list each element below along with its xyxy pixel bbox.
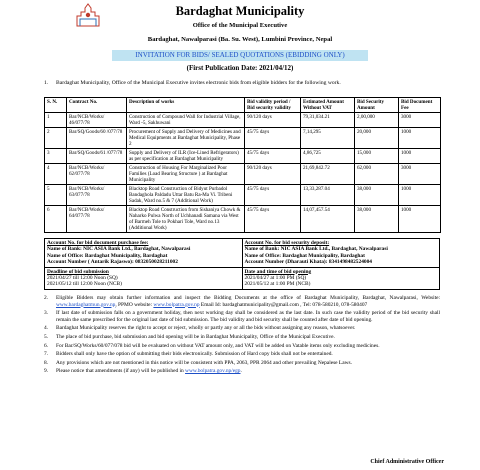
table-cell: Construction of Compound Wall for Industrial Village, Ward -5, Sakhuwani [127, 113, 245, 128]
column-header: S. N. [45, 98, 67, 113]
opening-title: Date and time of bid opening [244, 268, 312, 275]
note-text: Bidders shall only have the option of submitting their bids electronically. Submission of Hard copy bids shall not be entertained. [56, 351, 333, 358]
deposit-bank: Name of Bank: NIC ASIA Bank Ltd., Bardaghat, Nawalparasi [244, 246, 388, 253]
deposit-account-number: Account Number (Dharauti Khata): 8341498482524004 [244, 259, 372, 266]
note-number: 5. [44, 333, 49, 340]
table-cell: 62,000 [355, 164, 399, 185]
table-cell: Bar/NCB/Works/ 64/077/78 [67, 206, 127, 233]
column-header: Bid Security Amount [355, 98, 399, 113]
table-cell: 2 [45, 128, 67, 149]
table-cell: 4,86,725 [301, 149, 355, 164]
table-cell: 90/120 days [245, 113, 301, 128]
list-item [44, 343, 440, 350]
note-number: 2. [44, 295, 49, 301]
table-cell: 5 [45, 185, 67, 206]
note-text: . [240, 368, 242, 375]
list-item [44, 351, 440, 358]
table-row [45, 113, 441, 128]
table-cell: 1000 [399, 185, 441, 206]
table-cell: 15,000 [355, 149, 399, 164]
table-cell: 14,07,457.54 [301, 206, 355, 233]
opening-cell [242, 267, 440, 289]
table-cell: 45/75 days [245, 128, 301, 149]
table-row [45, 185, 441, 206]
column-header: Bid validity period / Bid security validity [245, 98, 301, 113]
table-cell: 45/75 days [245, 149, 301, 164]
note-text: Any provisions which are not mentioned in this notice will be consistent with PPA, 2063, PPR 2064 and other prevailing Nepalese Laws. [56, 359, 352, 366]
note-number: 7. [44, 351, 49, 358]
table-cell: 45/75 days [245, 206, 301, 233]
table-cell: 3000 [399, 164, 441, 185]
note-number: 8. [44, 359, 49, 366]
note-number: 3. [44, 310, 49, 317]
note-text: Email Id: bardaghatmunicipality@gmail.com , Tel: 078-580210, 078-580407 [199, 301, 368, 308]
table-cell: Construction of Housing For Marginalized Poor Families (Load Bearing Structure ) at Bardaghat Municipality [127, 164, 245, 185]
note-text: Eligible Bidders may obtain further information and inspect the Bidding Documents at the office of Bardaghat Municipality, Bardaghat, Nawalparasi, Website: [56, 295, 440, 301]
table-cell: 38,000 [355, 185, 399, 206]
works-table [44, 97, 441, 233]
table-cell: Bar/NCB/Works/ 46/077/78 [67, 113, 127, 128]
office-name: Office of the Municipal Executive [192, 22, 288, 29]
deadline-title: Deadline of bid submission [47, 268, 109, 275]
table-row [45, 206, 441, 233]
table-cell: Bar/NCB/Works/ 62/077/78 [67, 164, 127, 185]
purchase-account-title: Account No. for bid document purchase fee: [47, 240, 149, 246]
deposit-account-title: Account No. for bid security deposit: [244, 240, 330, 246]
column-header: Bid Document Fee [399, 98, 441, 113]
website-link[interactable]: www.bardaghatmun.gov.np [56, 301, 116, 308]
list-item [44, 295, 440, 308]
table-cell: 1000 [399, 128, 441, 149]
deadline-ncb: 2021/05/12 till 12:00 Noon (NCB) [47, 281, 122, 288]
table-cell: 6 [45, 206, 67, 233]
note-text: , PPMO website: [115, 301, 154, 308]
purchase-account-number: Account Number ( Antarik Rajaswo): 0832050028211002 [47, 259, 178, 266]
intro-paragraph [44, 80, 440, 87]
deposit-account-cell [242, 239, 440, 268]
intro-number: 1. [44, 80, 49, 86]
table-cell: 13,33,287.04 [301, 185, 355, 206]
table-cell: Bar/SQ/Goods/60 /077/78 [67, 128, 127, 149]
table-cell: 21,69,842.72 [301, 164, 355, 185]
table-cell: Blacktop Road Construction from Sishaniya Chowk & Naharko Pulwa North of Uchhanadi Samana via West of Barmeh Tole to Pokhari Tole, Ward no.13 (Additional Work) [127, 206, 245, 233]
table-cell: 90/120 days [245, 164, 301, 185]
deadline-sq: 2021/04/27 till 12:00 Noon (SQ) [47, 275, 118, 282]
note-text: If last date of submission falls on a government holiday, then next working day shall be considered as the last date. In such case the validity period of the bid security shall remain the same prescribed for the original last date of bid submission. The bid validity and bid security shall be counted after date of bid opening. [56, 310, 440, 323]
note-text: For Bar/SQ/Works/60/077/078 bid will be evaluated on without VAT amount only, and VAT will be added on Vatable items only excluding medicines. [56, 342, 380, 349]
purchase-office: Name of Office: Bardaghat Municipality, Bardaghat [47, 252, 168, 259]
list-item [44, 334, 440, 341]
list-item [44, 325, 440, 332]
address: Bardaghat, Nawalparasi (Ba. Su. West), Lumbini Province, Nepal [147, 36, 333, 43]
notice-title: INVITATION FOR BIDS/ SEALED QUOTATIONS (EBIDDING ONLY) [112, 50, 368, 61]
table-row [45, 128, 441, 149]
publication-date: (First Publication Date: 2021/04/12) [186, 64, 294, 72]
org-name: Bardaghat Municipality [175, 4, 305, 18]
note-number: 9. [44, 368, 49, 375]
table-row [45, 164, 441, 185]
account-info-table [44, 238, 440, 290]
table-cell: 3000 [399, 113, 441, 128]
table-cell: 4 [45, 164, 67, 185]
opening-sq: 2021/04/27 at 1:00 PM (SQ) [244, 275, 307, 282]
purchase-account-cell [45, 239, 243, 268]
table-cell: Procurement of Supply and Delivery of Medicines and Medical Equipments at Bardaghat Municipality, Phase 2 [127, 128, 245, 149]
note-text: Please notice that amendments (if any) will be published in [56, 368, 186, 375]
table-cell: Supply and Delivery of ILR (Ice-Lined Refrigerators) as per specification at Bardaghat Municipality [127, 149, 245, 164]
deadline-cell [45, 267, 243, 289]
table-cell: Blacktop Road Construction of Bidyut Purbadol Bandaghola Paldadu Uttar Batu Ra-Ma Vi. Tribeni Sadak, Ward no.5 & 7 (Additional Work) [127, 185, 245, 206]
signature-title: Chief Administrative Officer [370, 459, 444, 465]
deposit-office: Name of Office: Bardaghat Municipality, Bardaghat [244, 252, 365, 259]
table-cell: Bar/NCB/Works/ 63/077/78 [67, 185, 127, 206]
account-row [45, 239, 440, 268]
table-cell: 20,000 [355, 128, 399, 149]
note-number: 4. [44, 325, 49, 332]
note-number: 6. [44, 342, 49, 349]
table-row [45, 149, 441, 164]
note-text: The place of bid purchase, bid submission and bid opening will be in Bardaghat Municipality, Office of the Municipal Executive. [56, 333, 335, 340]
column-header: Contract No. [67, 98, 127, 113]
column-header: Description of works [127, 98, 245, 113]
intro-text: Bardaghat Municipality, Office of the Municipal Executive invites electronic bids from eligible bidders for the following work. [56, 80, 341, 86]
opening-ncb: 2021/05/12 at 1:00 PM (NCB) [244, 281, 311, 288]
table-cell: 45/75 days [245, 185, 301, 206]
table-cell: 3 [45, 149, 67, 164]
table-cell: 7,14,295 [301, 128, 355, 149]
notes-list [44, 295, 440, 377]
table-cell: 38,000 [355, 206, 399, 233]
table-cell: 1000 [399, 206, 441, 233]
table-cell: 79,31,034.21 [301, 113, 355, 128]
list-item [44, 368, 440, 375]
ppmo-link[interactable]: www.bolpatra.gov.np [153, 301, 200, 308]
works-table-header [45, 98, 441, 113]
table-cell: 1000 [399, 149, 441, 164]
table-cell: 1 [45, 113, 67, 128]
column-header: Estimated Amount Without VAT [301, 98, 355, 113]
schedule-row [45, 267, 440, 289]
purchase-bank: Name of Bank: NIC ASIA Bank Ltd., Bardaghat, Nawalparasi [47, 246, 191, 253]
table-cell: 2,00,000 [355, 113, 399, 128]
egp-link[interactable]: www.bolpatra.gov.np/egp [185, 368, 241, 375]
list-item [44, 360, 440, 367]
list-item [44, 310, 440, 323]
table-cell: Bar/SQ/Goods/61 /077/78 [67, 149, 127, 164]
note-text: Bardaghat Municipality reserves the right to accept or reject, wholly or partly any or all the bids without assigning any reason, whatsoever. [56, 325, 356, 332]
